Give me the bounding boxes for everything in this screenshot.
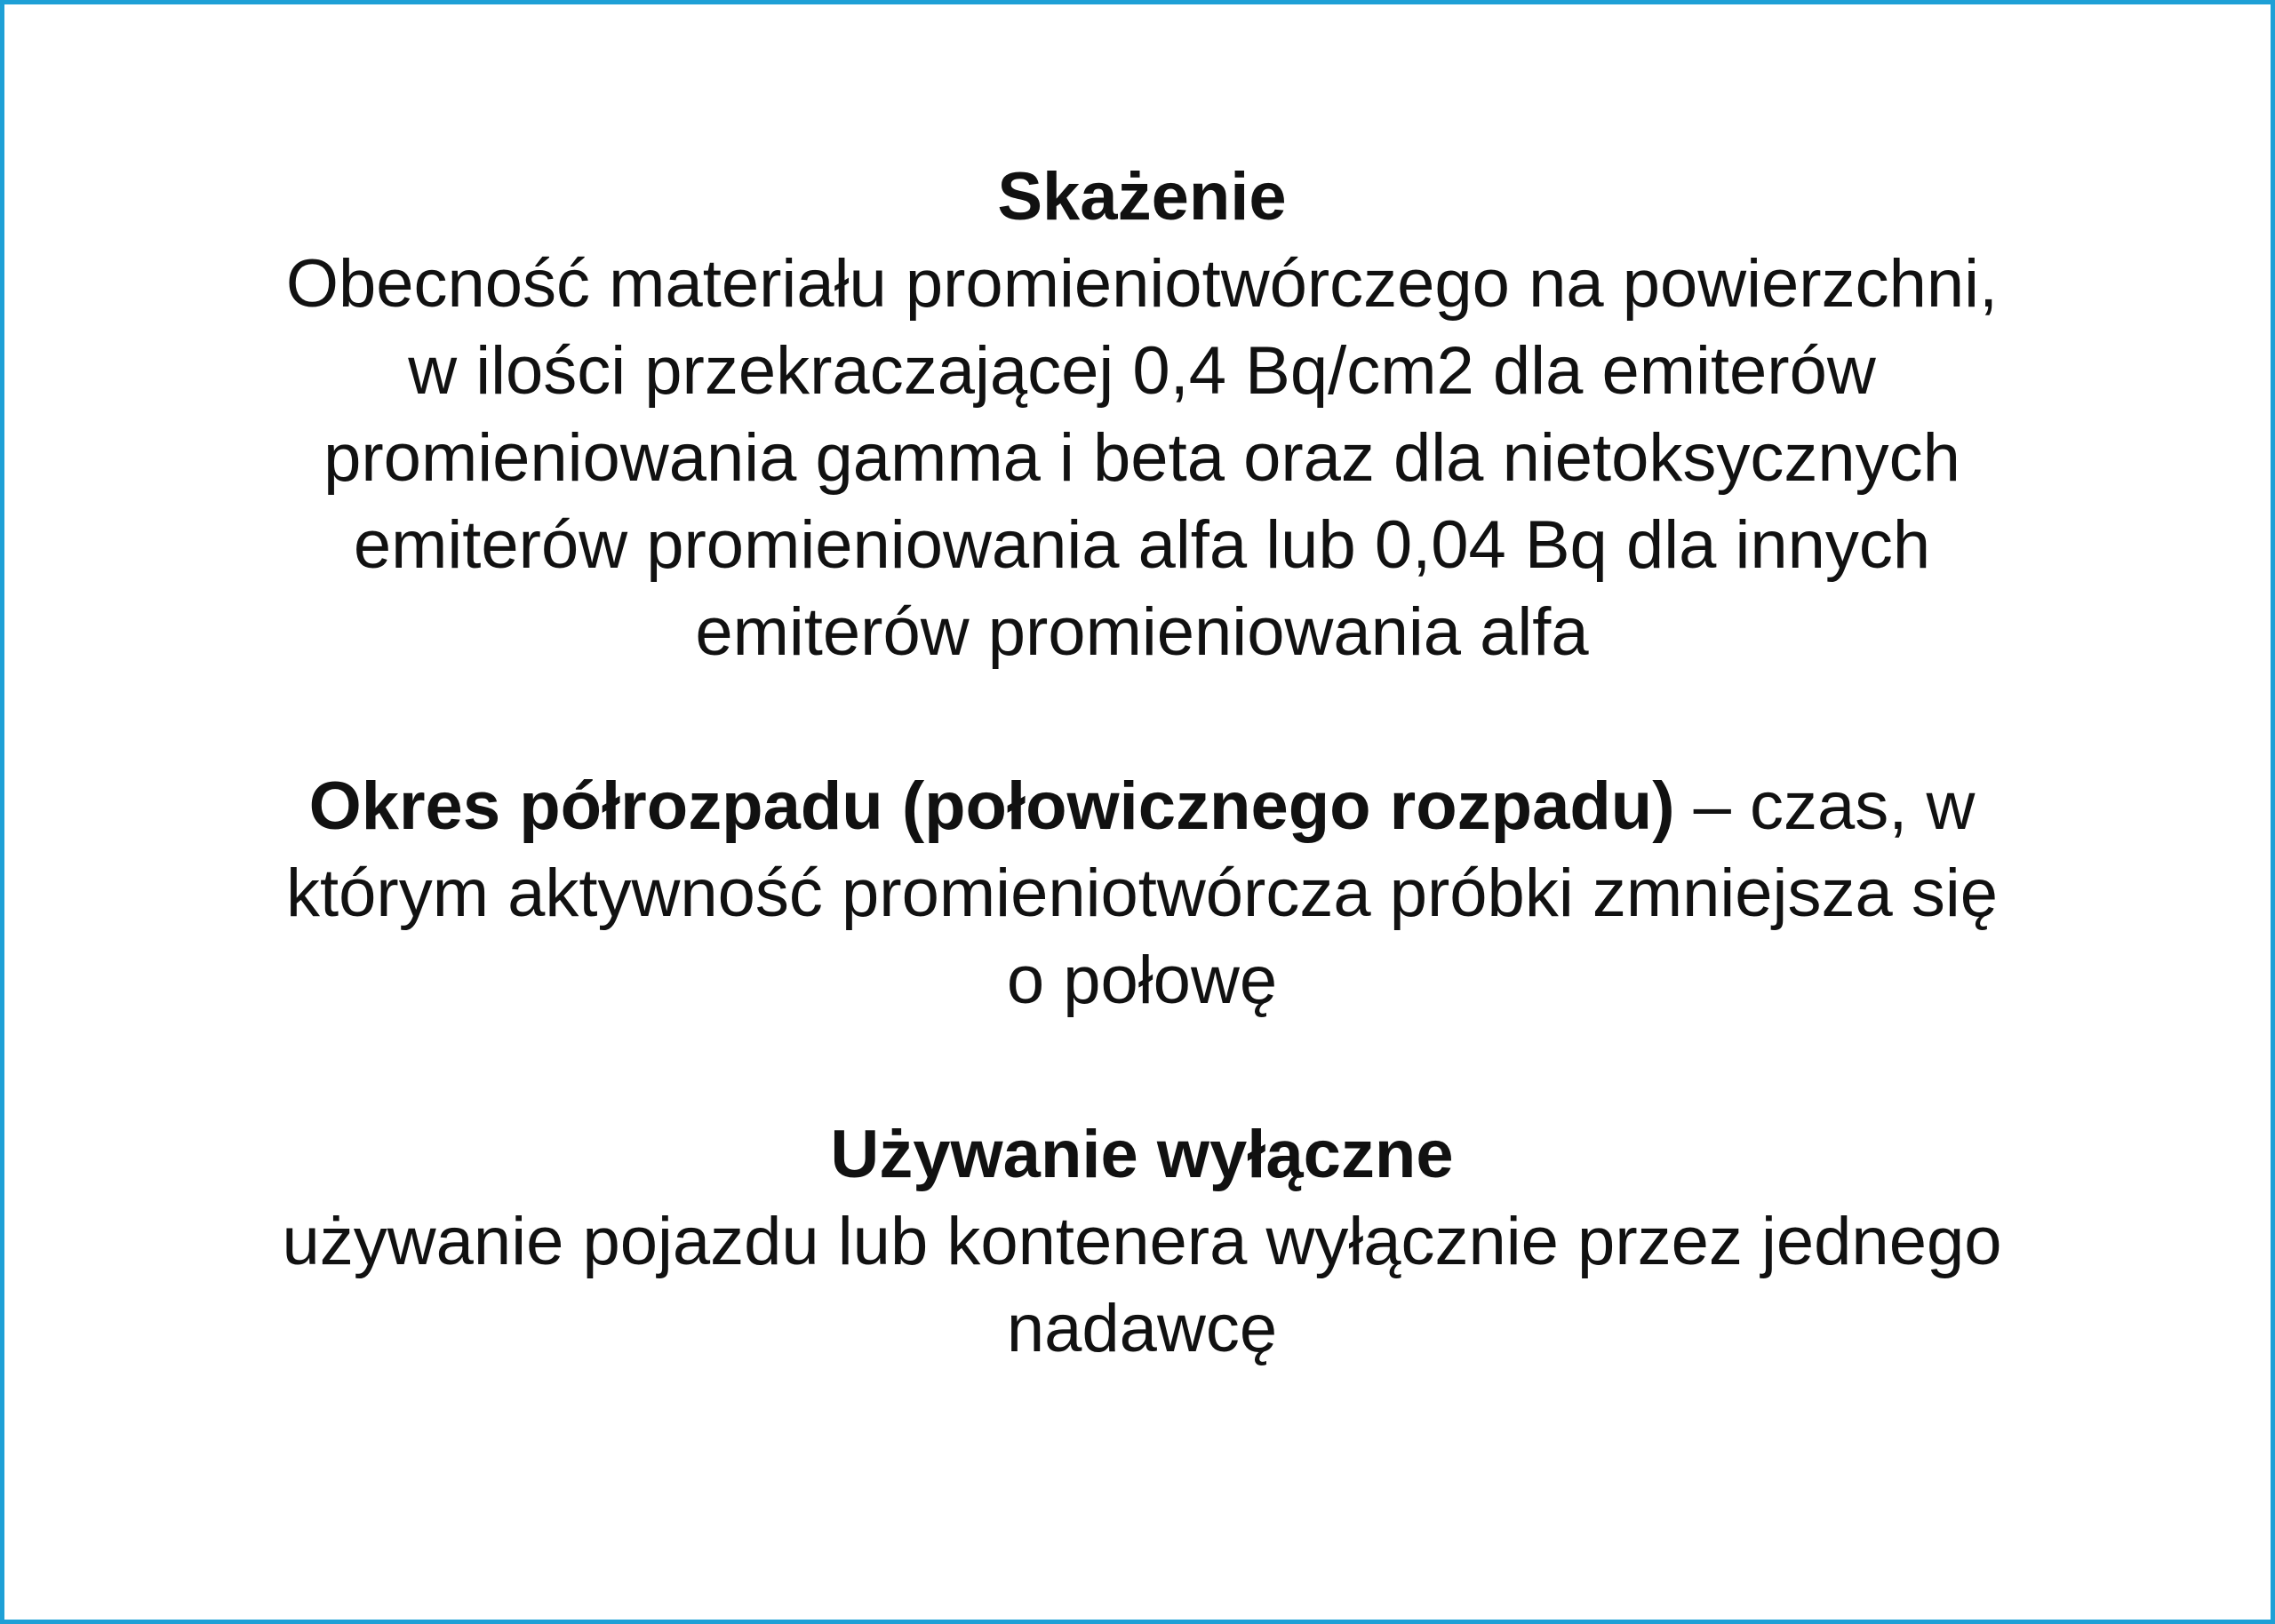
definition-line: emiterów promieniowania alfa [695, 594, 1589, 670]
definition-line: używanie pojazdu lub kontenera wyłącznie przez jednego [282, 1204, 2002, 1279]
term-heading: Używanie wyłączne [830, 1117, 1454, 1192]
definition-line: emiterów promieniowania alfa lub 0,04 Bq dla innych [353, 507, 1931, 583]
definition-half-life [147, 763, 2137, 1024]
definition-contamination [147, 154, 2137, 676]
definition-line: Obecność materiału promieniotwórczego na powierzchni, [285, 246, 1999, 322]
definition-line: którym aktywność promieniotwórcza próbki zmniejsza się [286, 856, 1998, 931]
definition-line: w ilości przekraczającej 0,4 Bq/cm2 dla emiterów [408, 333, 1876, 409]
definition-line: o połowę [1006, 943, 1278, 1018]
term-heading: Okres półrozpadu (połowicznego rozpadu) [308, 768, 1675, 844]
definition-exclusive-use [147, 1111, 2137, 1373]
definition-line: nadawcę [1006, 1291, 1278, 1366]
term-heading: Skażenie [997, 159, 1287, 235]
definition-line: promieniowania gamma i beta oraz dla nietoksycznych [323, 420, 1960, 496]
definition-first-line [147, 763, 2137, 850]
definition-line-rest: – czas, w [1674, 768, 1976, 844]
definitions-text-block [147, 154, 2137, 1373]
